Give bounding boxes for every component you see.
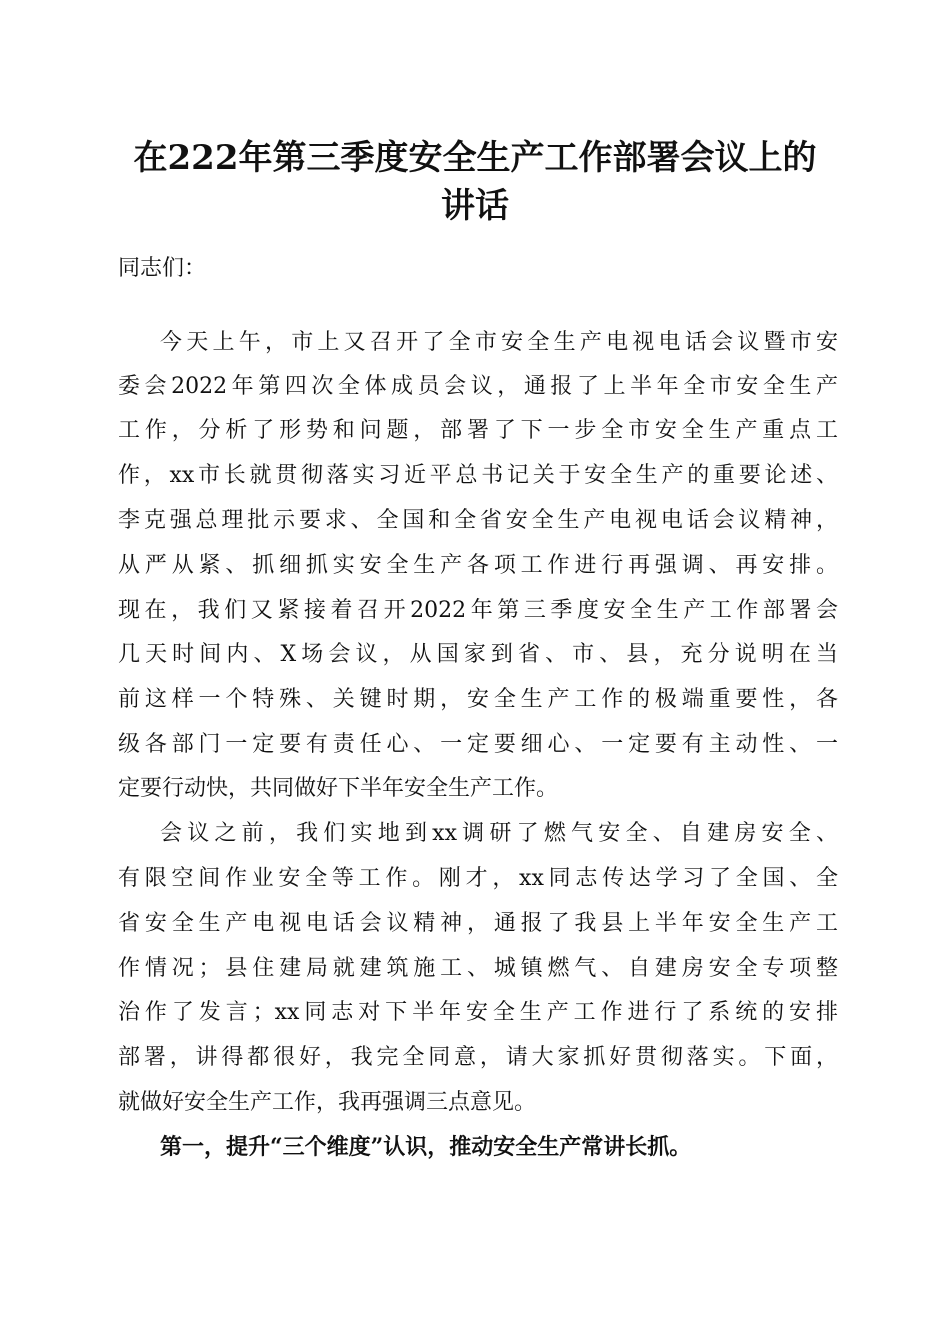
paragraph-line: 作，xx市长就贯彻落实习近平总书记关于安全生产的重要论述、 [118,463,838,488]
salutation: 同志们： [118,256,207,281]
paragraph-line: 李克强总理批示要求、全国和全省安全生产电视电话会议精神， [118,508,838,533]
paragraph-line: 就做好安全生产工作，我再强调三点意见。 [118,1090,537,1115]
paragraph-line: 有限空间作业安全等工作。刚才，xx同志传达学习了全国、全 [118,866,838,891]
paragraph-line: 作情况；县住建局就建筑施工、城镇燃气、自建房安全专项整 [118,956,838,981]
paragraph-line: 会议之前，我们实地到xx调研了燃气安全、自建房安全、 [160,821,838,846]
document-title-line-1: 在222年第三季度安全生产工作部署会议上的 [133,138,817,178]
section-heading: 第一，提升“三个维度”认识，推动安全生产常讲长抓。 [160,1134,692,1160]
paragraph-line: 部署，讲得都很好，我完全同意，请大家抓好贯彻落实。下面， [118,1045,838,1070]
paragraph-line: 定要行动快，共同做好下半年安全生产工作。 [118,776,559,801]
paragraph-line: 治作了发言；xx同志对下半年安全生产工作进行了系统的安排 [118,1000,838,1025]
paragraph-line: 今天上午，市上又召开了全市安全生产电视电话会议暨市安 [160,330,838,355]
paragraph-line: 从严从紧、抓细抓实安全生产各项工作进行再强调、再安排。 [118,553,838,578]
paragraph-line: 省安全生产电视电话会议精神，通报了我县上半年安全生产工 [118,911,838,936]
paragraph-line: 级各部门一定要有责任心、一定要细心、一定要有主动性、一 [118,732,838,757]
paragraph-line: 现在，我们又紧接着召开2022年第三季度安全生产工作部署会 [118,598,838,623]
document-title-line-2: 讲话 [441,186,509,226]
paragraph-line: 前这样一个特殊、关键时期，安全生产工作的极端重要性，各 [118,687,838,712]
paragraph-line: 几天时间内、X场会议，从国家到省、市、县，充分说明在当 [118,642,838,667]
paragraph-line: 委会2022年第四次全体成员会议，通报了上半年全市安全生产 [118,374,838,399]
paragraph-line: 工作，分析了形势和问题，部署了下一步全市安全生产重点工 [118,418,838,443]
